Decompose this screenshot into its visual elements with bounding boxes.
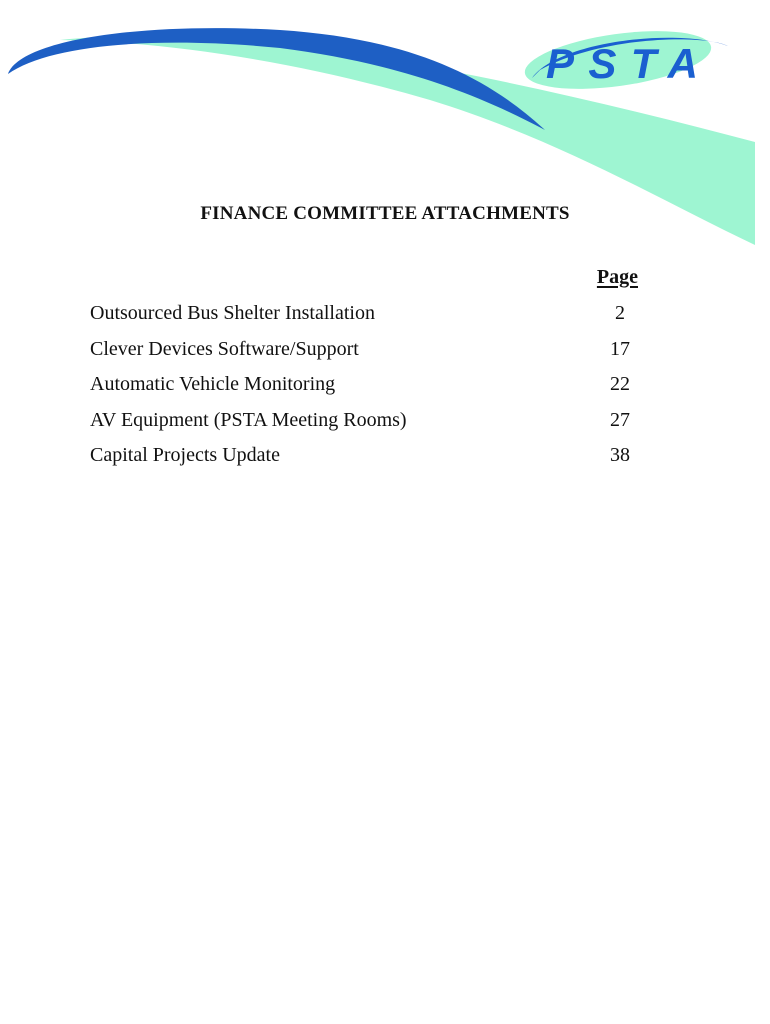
psta-logo	[521, 21, 728, 99]
attachments-table	[90, 266, 650, 474]
attachment-title: Capital Projects Update	[90, 444, 280, 467]
list-item	[90, 438, 650, 474]
attachment-title: AV Equipment (PSTA Meeting Rooms)	[90, 408, 407, 431]
attachment-page-number: 38	[610, 444, 630, 467]
list-item	[90, 403, 650, 439]
document-title: FINANCE COMMITTEE ATTACHMENTS	[200, 203, 570, 224]
attachment-page-number: 22	[610, 373, 630, 396]
list-item	[90, 332, 650, 368]
attachment-page-number: 27	[610, 408, 630, 431]
page-column-header: Page	[596, 266, 638, 288]
attachment-title: Automatic Vehicle Monitoring	[90, 373, 336, 396]
attachments-list	[90, 296, 650, 474]
table-header	[90, 266, 650, 296]
list-item	[90, 367, 650, 403]
logo-text: PSTA	[546, 40, 698, 87]
attachment-title: Clever Devices Software/Support	[90, 337, 359, 360]
blue-swoosh	[8, 28, 545, 130]
attachment-page-number: 17	[610, 337, 630, 360]
attachment-page-number: 2	[615, 302, 625, 325]
attachment-title: Outsourced Bus Shelter Installation	[90, 302, 375, 325]
list-item	[90, 296, 650, 332]
